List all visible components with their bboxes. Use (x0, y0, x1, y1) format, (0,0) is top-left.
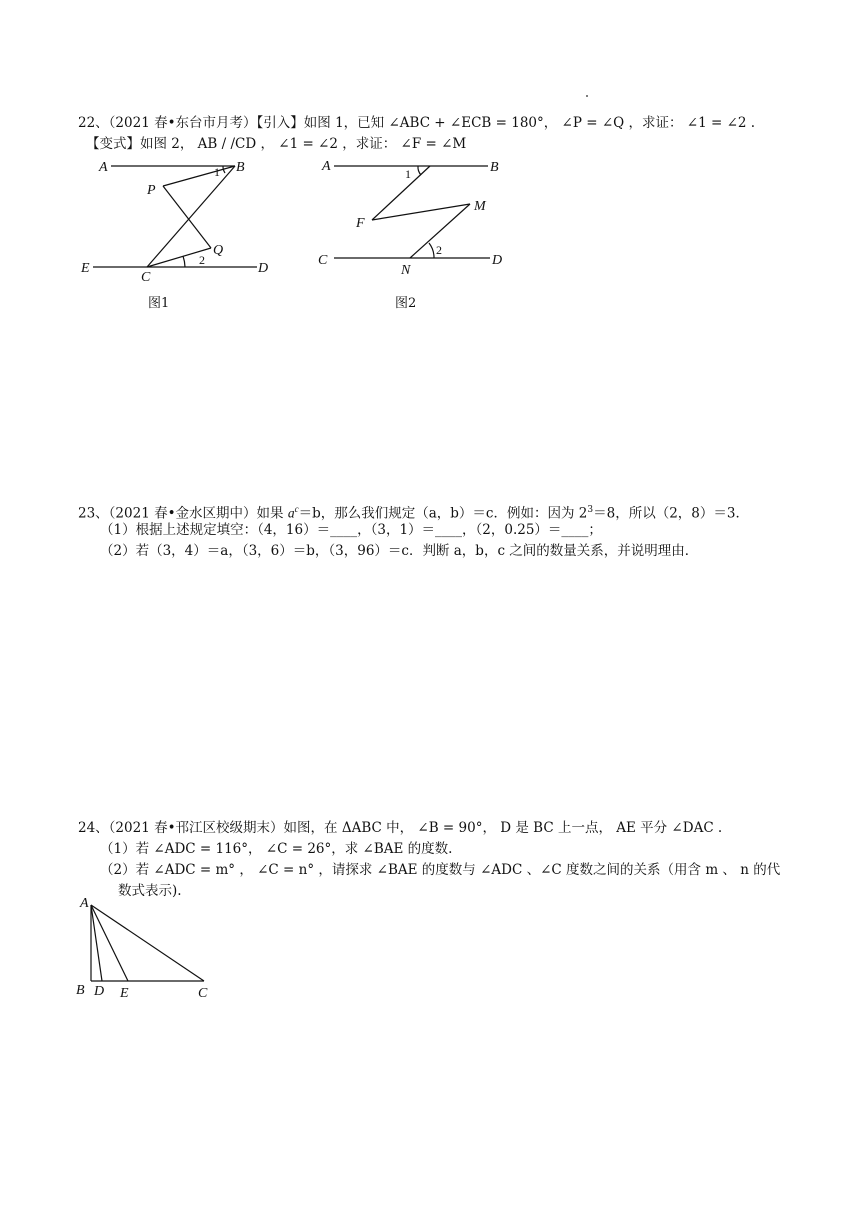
q22-figure-2 (312, 152, 517, 282)
label-a: A (322, 159, 331, 174)
q23-exp-c: c (294, 504, 299, 514)
angle-2-arc (429, 243, 434, 258)
angle-1-arc (418, 166, 421, 175)
figure-2-caption: 图2 (395, 296, 417, 311)
angle-1-arc (223, 166, 225, 173)
label-c: C (318, 253, 328, 268)
q22-figure-1 (75, 152, 285, 282)
label-m: M (474, 199, 486, 214)
segment-pq (163, 186, 211, 248)
q24-line-3: （2）若 ∠ADC = m° ， ∠C = n° ，请探求 ∠BAE 的度数与 ∠ADC 、∠C 度数之间的关系（用含 m 、 n 的代 (100, 862, 781, 878)
q23-line-1-prefix: 23、（2021 春•金水区期中）如果 (78, 505, 288, 522)
q22-line-2: 【变式】如图 2， AB / /CD ， ∠1 = ∠2 ，求证： ∠F = ∠M (86, 136, 467, 152)
q23-exp-3: 3 (587, 505, 594, 515)
q24-line-4: 数式表示). (118, 883, 182, 899)
q23-base-a: a (287, 505, 295, 521)
label-angle-2: 2 (436, 243, 442, 257)
figure-1-caption: 图1 (148, 296, 170, 311)
q23-line-2: （1）根据上述规定填空：（4，16）＝____，（3，1）＝____，（2，0.25）＝____； (100, 522, 602, 538)
q24-figure (74, 893, 224, 1003)
label-angle-1: 1 (405, 167, 411, 181)
label-d: D (258, 261, 269, 276)
stray-dot (586, 95, 588, 97)
label-e: E (120, 986, 129, 1001)
label-p: P (147, 183, 156, 198)
label-angle-2: 2 (199, 253, 205, 267)
label-c: C (141, 270, 151, 282)
segment-ac (91, 905, 204, 981)
label-n: N (401, 263, 411, 278)
q24-line-1: 24、（2021 春•邗江区校级期末）如图，在 ΔABC 中， ∠B = 90°， D 是 BC 上一点， AE 平分 ∠DAC . (78, 820, 723, 836)
label-b: B (236, 160, 245, 175)
label-e: E (81, 261, 90, 276)
label-b: B (490, 160, 499, 175)
angle-2-arc (183, 256, 185, 267)
q24-line-2: （1）若 ∠ADC = 116°， ∠C = 26°，求 ∠BAE 的度数. (100, 841, 453, 857)
segment-bp (163, 166, 235, 186)
label-d: D (94, 984, 105, 999)
q22-line-1: 22、（2021 春•东台市月考）【引入】如图 1，已知 ∠ABC + ∠ECB = 180°， ∠P = ∠Q ，求证： ∠1 = ∠2 . (78, 115, 756, 131)
label-b: B (76, 983, 85, 998)
label-q: Q (213, 243, 224, 258)
label-a: A (99, 160, 108, 175)
q23-line-1 (78, 500, 749, 523)
label-angle-1: 1 (214, 165, 220, 179)
q23-line-1-middle: ＝b，那么我们规定（a，b）＝c．例如：因为 2 (298, 505, 588, 522)
label-a: A (80, 896, 89, 911)
q23-line-1-tail: ＝8，所以（2，8）＝3． (593, 505, 749, 522)
label-c: C (198, 986, 208, 1001)
label-d: D (492, 253, 503, 268)
q23-line-3: （2）若（3，4）＝a，（3，6）＝b，（3，96）＝c．判断 a，b，c 之间的数量关系，并说明理由． (100, 543, 699, 559)
label-f: F (356, 216, 365, 231)
